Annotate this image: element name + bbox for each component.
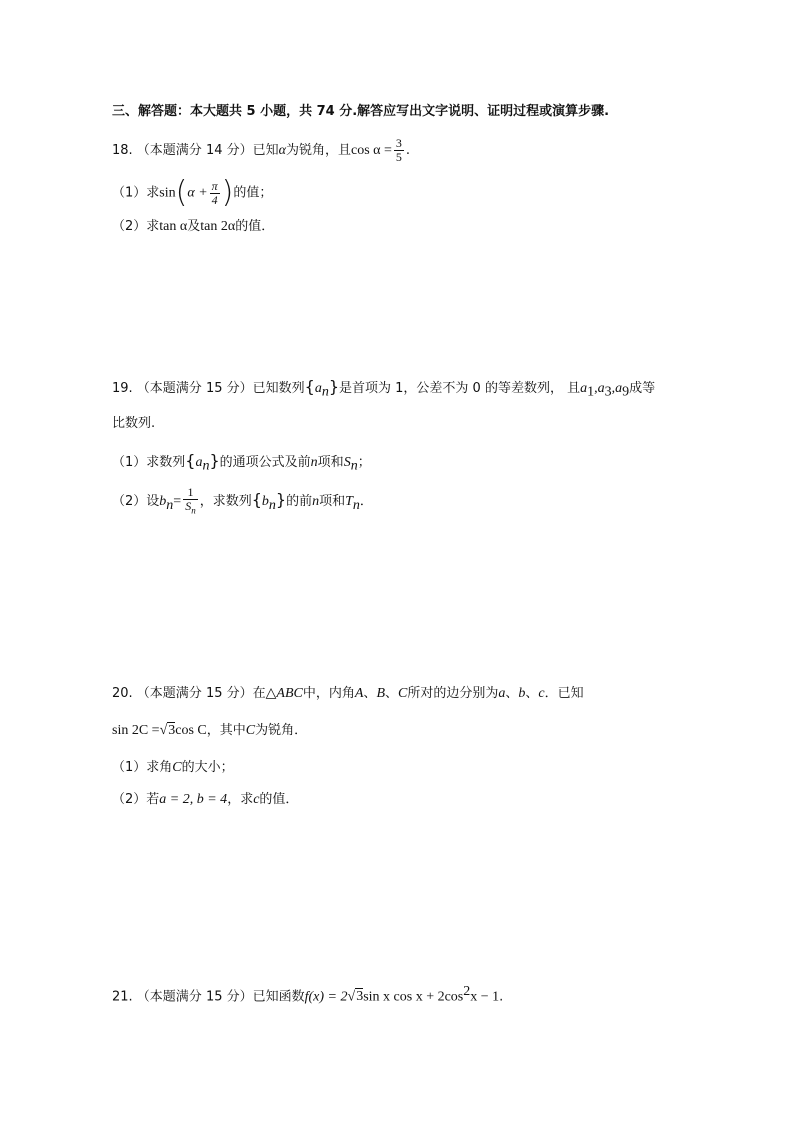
q19-p2-bn: b	[261, 494, 269, 510]
q19-p2-T: T	[345, 494, 353, 510]
q19-a9-sub: 9	[622, 384, 630, 400]
q20-line2-end: 为锐角．	[255, 723, 308, 738]
q19-p2-brace-open: {	[251, 490, 262, 510]
q19-p2-frac-den	[183, 500, 198, 517]
q20-part1	[112, 759, 234, 777]
q19-p2-bn-sub: n	[268, 497, 276, 513]
q20-p1-end: 的大小；	[181, 760, 234, 775]
q19-p1-brace-close: }	[209, 451, 220, 470]
q21-tail: x − 1	[470, 989, 500, 1005]
q18-frac-den: 5	[395, 150, 402, 164]
q20-p2-c: c	[253, 792, 260, 807]
q18-p1-frac	[210, 180, 220, 207]
q21-sqrt3: 3	[356, 989, 364, 1005]
q18-end: .	[405, 143, 411, 158]
q20-p1-C: C	[172, 760, 182, 775]
q21-sq: 2	[463, 984, 471, 999]
q20-p2-end: 的值．	[259, 792, 299, 807]
q19-p1-end: ；	[357, 455, 371, 470]
q20-tail: ．已知	[544, 686, 584, 701]
q20-line2-tail: ，其中	[206, 723, 246, 738]
q18-p2-and: 及	[187, 219, 201, 234]
q19-p1-S-sub: n	[350, 458, 358, 474]
q18-p1-pi: π	[211, 178, 218, 193]
q18-mid: 为锐角，且	[285, 143, 351, 158]
q19-p1-S: S	[343, 455, 351, 470]
q19-p2-b-sub: n	[166, 497, 174, 513]
section-header	[112, 103, 609, 121]
q18-p2-tan2: tan 2α	[200, 219, 236, 234]
q19-p2-frac	[183, 486, 198, 517]
q18-alpha: α	[278, 143, 286, 158]
q20-stem	[112, 685, 584, 703]
q21-f: f(x) = 2	[304, 989, 348, 1005]
q20-B: B	[376, 686, 385, 701]
q18-left-paren: (	[175, 175, 188, 210]
q19-p2-brace-close: }	[275, 490, 287, 510]
section-header-text: 三、解答题：本大题共 5 小题，共 74 分.解答应写出文字说明、证明过程或演算步骤.	[112, 104, 610, 119]
q20-C: C	[398, 686, 408, 701]
q19-p1-brace-open: {	[185, 451, 196, 470]
q19-mid: 是首项为 1，公差不为 0 的等差数列， 且	[339, 381, 581, 396]
q18-p1-label: （1）求	[112, 185, 160, 201]
q18-p2-tail: 的值．	[235, 219, 275, 234]
q20-sep4: 、	[525, 686, 539, 701]
q19-a3: a	[597, 381, 605, 396]
q19-head: 19. （本题满分 15 分）已知数列	[112, 381, 305, 396]
q20-b: b	[518, 686, 526, 701]
q19-p1-label: （1）求数列	[112, 455, 186, 470]
q19-p2-label: （2）设	[112, 494, 160, 510]
q19-line2-text: 比数列.	[112, 416, 156, 431]
q21-rest: sin x cos x + 2cos	[363, 989, 464, 1005]
q18-frac	[394, 137, 404, 164]
q18-p1-four: 4	[211, 192, 218, 207]
q19-p2-frac-S: S	[185, 499, 192, 513]
q20-mid: 中，内角	[302, 686, 355, 701]
q19-p1-an-sub: n	[202, 458, 210, 474]
q19-stem: 19. （本题满分 15 分）已知数列$\{a_n\}$是首项为 1，公差不为 0 的等差数列， 且$a_1,a_3,a_9$成等	[112, 377, 656, 400]
q18-stem	[112, 137, 410, 164]
q19-p2-frac-num: 1	[183, 486, 198, 500]
q19-p1-n: n	[310, 455, 318, 470]
q20-head: 20. （本题满分 15 分）在	[112, 686, 266, 701]
q18-p1-sin: sin	[159, 185, 176, 201]
q19-tail: 成等	[629, 381, 656, 396]
q20-A: A	[354, 686, 364, 701]
q18-p2-tan: tan α	[159, 219, 188, 234]
q21-end: .	[499, 989, 504, 1005]
q20-p2-mid: ，求	[227, 792, 254, 807]
q20-c: c	[538, 686, 545, 701]
q19-p1-an: a	[195, 455, 203, 470]
q20-a: a	[498, 686, 506, 701]
q20-p2-cond: a = 2, b = 4	[159, 792, 228, 807]
q19-p2-mid2: 的前	[286, 494, 313, 510]
q18-part1	[112, 175, 273, 210]
q18-cos-lhs: cos α =	[351, 143, 392, 158]
q20-sep3: 、	[505, 686, 519, 701]
q18-right-paren: )	[221, 175, 234, 210]
q19-p2-end: ．	[359, 494, 373, 510]
q19-brace-close: }	[328, 377, 339, 396]
q19-p2-T-sub: n	[352, 497, 360, 513]
q19-brace-open: {	[304, 377, 315, 396]
q20-sqrt3: 3	[168, 723, 176, 738]
q19-part1	[112, 452, 371, 476]
q20-eq-lhs: sin 2C =	[112, 723, 160, 738]
q19-p2-b: b	[159, 494, 167, 510]
q19-p1-mid: 的通项公式及前	[219, 455, 311, 470]
q19-part2	[112, 486, 373, 517]
q21-head: 21. （本题满分 15 分）已知函数	[112, 989, 305, 1005]
q21-stem: 21. （本题满分 15 分）已知函数f(x) = 2√3sin x $\cos x + 2\cos^2x - 1$.	[112, 984, 504, 1005]
q20-p1-label: （1）求角	[112, 760, 173, 775]
q18-head: 18. （本题满分 14 分）已知	[112, 143, 279, 158]
q20-tri: △ABC	[265, 686, 303, 701]
q18-part2	[112, 218, 274, 236]
q19-p2-frac-S-sub: n	[191, 505, 196, 516]
q19-p2-mid: ，求数列	[199, 494, 252, 510]
q20-eq-rhs: cos C	[175, 723, 207, 738]
q18-p1-tail: 的值；	[233, 185, 273, 201]
q18-p1-alpha-plus: α +	[187, 185, 208, 201]
q20-mid2: 所对的边分别为	[407, 686, 499, 701]
q19-an: a	[314, 381, 322, 396]
q19-a3-sub: 3	[604, 384, 612, 400]
q20-line2-C: C	[245, 723, 256, 738]
q20-sep2: 、	[385, 686, 399, 701]
q20-sep1: 、	[363, 686, 377, 701]
q19-p2-eq: =	[173, 494, 182, 510]
q19-a9: a	[615, 381, 623, 396]
q19-a1-sub: 1	[587, 384, 595, 400]
q19-an-sub: n	[321, 384, 329, 400]
q19-p1-mid2: 项和	[317, 455, 344, 470]
q20-part2	[112, 791, 298, 809]
q20-p2-label: （2）若	[112, 792, 160, 807]
q19-line2	[112, 415, 155, 433]
q19-a1: a	[580, 381, 588, 396]
q19-p2-mid3: 项和	[319, 494, 346, 510]
q18-frac-num: 3	[395, 136, 402, 150]
q18-p2-label: （2）求	[112, 219, 160, 234]
q19-p2-n: n	[312, 494, 320, 510]
q20-line2: sin 2C =√3cos C，其中C为锐角．	[112, 723, 308, 738]
